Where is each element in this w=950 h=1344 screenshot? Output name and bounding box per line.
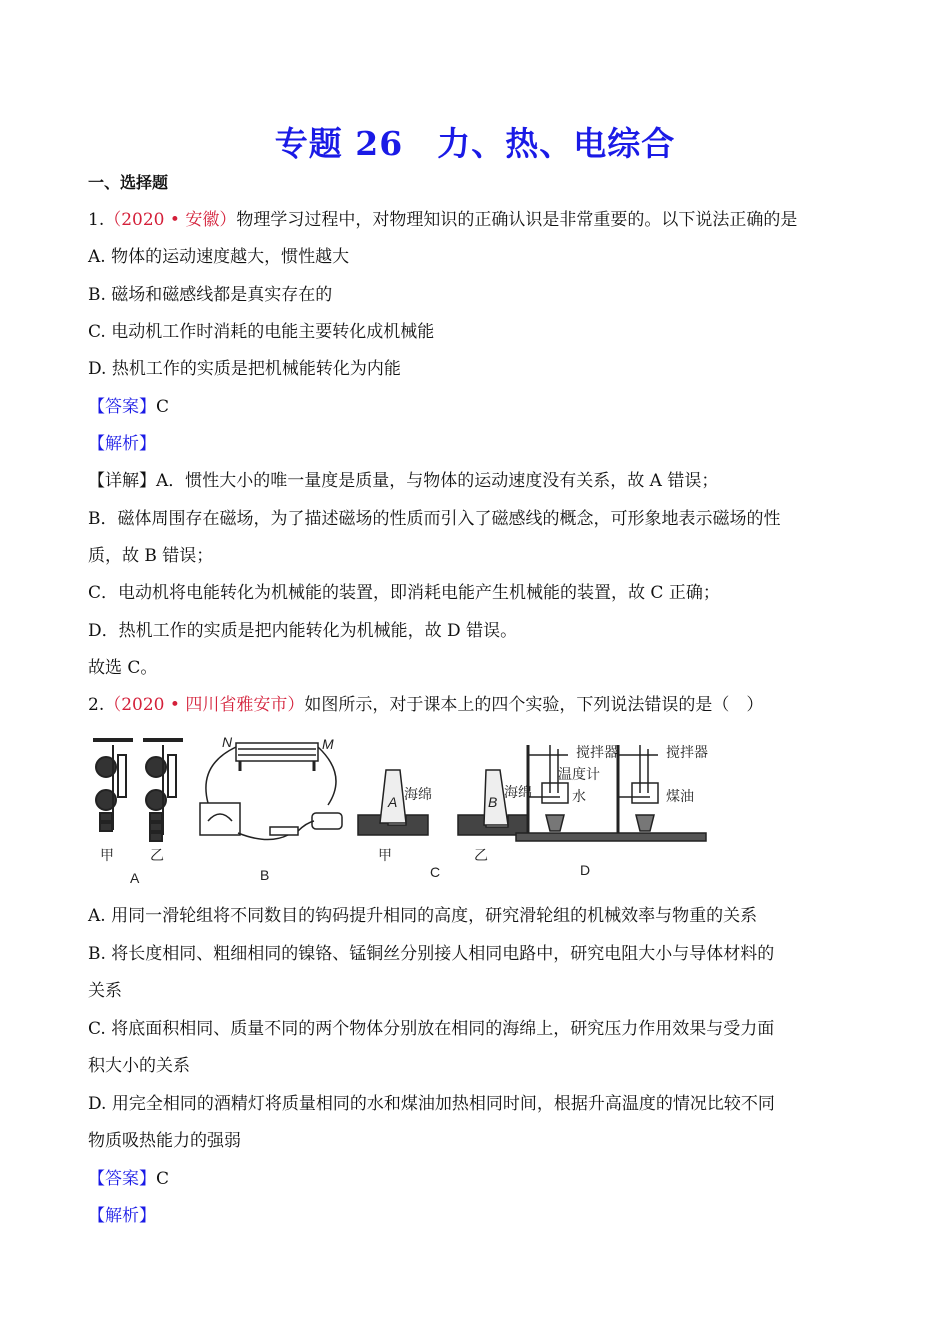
label-water: 水 (572, 788, 586, 804)
label-sponge-right: 海绵 (504, 784, 532, 800)
q1-number: 1. (88, 210, 105, 230)
label-stirrer-left: 搅拌器 (576, 744, 618, 760)
label-c: C (430, 864, 441, 880)
q2-option-b-cont: 关系 (88, 981, 122, 1001)
q1-stem (88, 209, 797, 231)
q1-detail-line: C．电动机将电能转化为机械能的装置，即消耗电能产生机械能的装置，故 C 正确； (88, 583, 720, 603)
q2-option-c: C. 将底面积相同、质量不同的两个物体分别放在相同的海绵上，研究压力作用效果与受力面 (88, 1019, 775, 1039)
label-a-left: 甲 (100, 847, 114, 863)
label-b-m: M (322, 736, 334, 752)
q2-source: （2020 • 四川省雅安市） (104, 695, 305, 715)
q1-answer (88, 396, 169, 418)
experiment-figure (88, 735, 728, 890)
label-b: B (260, 867, 270, 883)
page-title: 专题 26 力、热、电综合 (274, 124, 676, 163)
q1-stem-text: 物理学习过程中，对物理知识的正确认识是非常重要的。以下说法正确的是 (236, 210, 798, 230)
q2-number: 2. (88, 695, 105, 715)
q2-option-a: A. 用同一滑轮组将不同数目的钩码提升相同的高度，研究滑轮组的机械效率与物重的关系 (88, 906, 758, 926)
q2-answer-value: C (156, 1169, 170, 1189)
q2-option-d-cont: 物质吸热能力的强弱 (88, 1131, 241, 1151)
q1-detail-line: 质，故 B 错误； (88, 546, 214, 566)
q1-answer-value: C (156, 397, 170, 417)
label-c-b: B (488, 794, 498, 810)
label-a: A (130, 870, 140, 886)
label-thermometer: 温度计 (558, 766, 600, 782)
q2-option-b: B. 将长度相同、粗细相同的镍铬、锰铜丝分别接人相同电路中，研究电阻大小与导体材料的 (88, 944, 775, 964)
label-d: D (580, 862, 591, 878)
label-sponge-left: 海绵 (404, 786, 432, 802)
q1-detail-line: 故选 C。 (88, 658, 158, 678)
figure-panel-b (200, 743, 342, 840)
q1-answer-tag: 【答案】 (88, 397, 156, 417)
q2-answer-tag: 【答案】 (88, 1169, 156, 1189)
label-stirrer-right: 搅拌器 (666, 744, 708, 760)
label-a-right: 乙 (150, 847, 164, 863)
q1-detail-line (88, 470, 718, 492)
label-c-left: 甲 (378, 847, 392, 863)
q1-detail-line: B．磁体周围存在磁场，为了描述磁场的性质而引入了磁感线的概念，可形象地表示磁场的性 (88, 509, 781, 529)
q2-option-c-cont: 积大小的关系 (88, 1056, 190, 1076)
label-c-a: A (388, 794, 398, 810)
label-kerosene: 煤油 (666, 788, 694, 804)
q1-analysis-tag: 【解析】 (88, 434, 156, 454)
q2-analysis-tag: 【解析】 (88, 1206, 156, 1226)
label-c-right: 乙 (474, 847, 488, 863)
q2-stem-text: 如图所示，对于课本上的四个实验，下列说法错误的是（ ） (304, 695, 764, 715)
q1-detail-tag: 【详解】 (88, 471, 156, 491)
figure-panel-c (358, 770, 528, 835)
figure-panel-a (93, 740, 183, 841)
q1-detail-text: A．惯性大小的唯一量度是质量，与物体的运动速度没有关系，故 A 错误； (156, 471, 719, 491)
q2-stem (88, 694, 763, 716)
section-heading: 一、选择题 (88, 173, 169, 192)
q1-detail-line: D．热机工作的实质是把内能转化为机械能，故 D 错误。 (88, 621, 518, 641)
q1-option-d: D. 热机工作的实质是把机械能转化为内能 (88, 359, 401, 379)
q2-option-d: D. 用完全相同的酒精灯将质量相同的水和煤油加热相同时间，根据升高温度的情况比较不同 (88, 1094, 775, 1114)
q1-source: （2020 • 安徽） (104, 210, 237, 230)
q1-option-b: B. 磁场和磁感线都是真实存在的 (88, 285, 333, 305)
q1-option-c: C. 电动机工作时消耗的电能主要转化成机械能 (88, 322, 435, 342)
q2-answer (88, 1168, 169, 1190)
q1-option-a: A. 物体的运动速度越大，惯性越大 (88, 247, 350, 267)
label-b-n: N (222, 735, 233, 750)
